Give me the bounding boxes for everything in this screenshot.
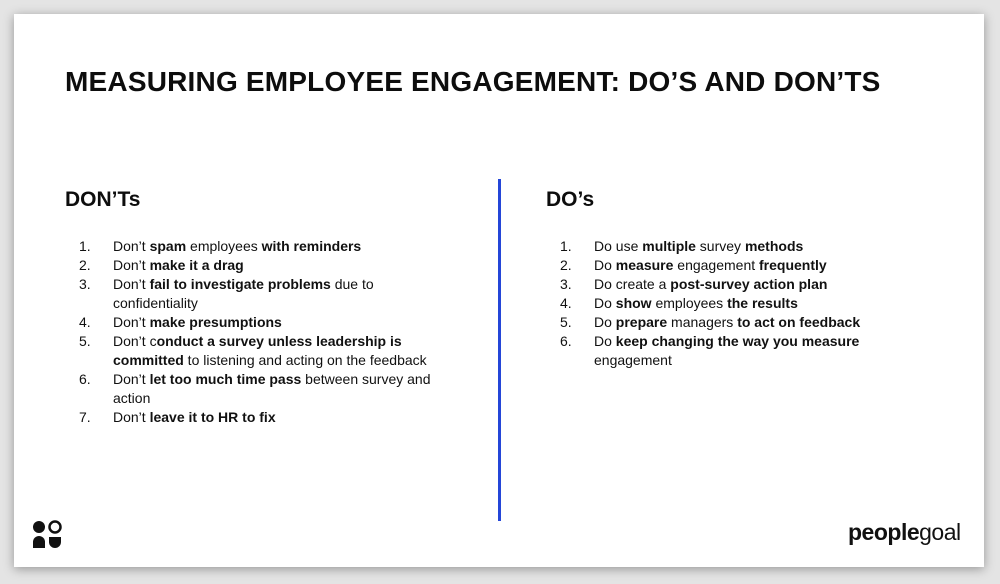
dos-list-item <box>546 256 906 275</box>
donts-list-item <box>65 370 455 408</box>
donts-list-item <box>65 275 455 313</box>
dos-list-item <box>546 237 906 256</box>
list-item-bold-text: multiple <box>642 238 696 254</box>
list-item-text: between survey and action <box>113 371 431 406</box>
list-item-text: Don’t <box>113 238 150 254</box>
donts-heading: DON’Ts <box>65 188 141 211</box>
list-item-text: Do use <box>594 238 643 254</box>
list-item-text: Don’t <box>113 314 150 330</box>
list-item-text: employees <box>651 295 728 311</box>
brand-wordmark <box>848 519 961 546</box>
list-item-bold-text: spam <box>149 238 187 254</box>
list-item-text: Do <box>594 295 616 311</box>
list-item-text: Do <box>594 333 616 349</box>
list-item-text: Don’t c <box>113 333 157 349</box>
list-item-text: Don’t <box>113 257 150 273</box>
list-item-text: managers <box>667 314 738 330</box>
list-item-text: Do <box>594 314 616 330</box>
list-item-number: 4. <box>560 295 572 311</box>
donts-list-item <box>65 256 455 275</box>
list-item-number: 4. <box>79 314 91 330</box>
list-item-bold-text: post-survey action plan <box>670 276 828 292</box>
list-item-bold-text: frequently <box>759 257 827 273</box>
list-item-text: employees <box>186 238 262 254</box>
peoplegoal-logo-icon <box>31 520 63 550</box>
dos-list <box>546 237 906 370</box>
donts-list-item <box>65 408 455 427</box>
list-item-number: 3. <box>79 276 91 292</box>
list-item-number: 3. <box>560 276 572 292</box>
donts-list-item <box>65 237 455 256</box>
list-item-bold-text: measure <box>615 257 674 273</box>
list-item-text: Don’t <box>113 409 150 425</box>
list-item-bold-text: onduct a survey unless leadership is committed <box>113 333 402 368</box>
list-item-text: due to confidentiality <box>113 276 374 311</box>
list-item-text: engagement <box>673 257 760 273</box>
list-item-number: 5. <box>560 314 572 330</box>
column-divider <box>498 179 501 521</box>
list-item-number: 6. <box>79 371 91 387</box>
list-item-number: 6. <box>560 333 572 349</box>
list-item-number: 1. <box>560 238 572 254</box>
dos-list-item <box>546 294 906 313</box>
dos-list-item <box>546 275 906 294</box>
list-item-bold-text: make presumptions <box>149 314 282 330</box>
brand-wordmark-bold: people <box>848 519 920 545</box>
list-item-bold-text: prepare <box>615 314 668 330</box>
list-item-bold-text: fail to investigate problems <box>149 276 331 292</box>
dos-list-item <box>546 332 906 370</box>
list-item-bold-text: make it a drag <box>149 257 244 273</box>
dos-heading: DO’s <box>546 188 595 211</box>
list-item-bold-text: show <box>615 295 652 311</box>
list-item-text: engagement <box>594 352 672 368</box>
list-item-bold-text: keep changing the way you measure <box>615 333 860 349</box>
list-item-number: 5. <box>79 333 91 349</box>
list-item-text: Do create a <box>594 276 671 292</box>
slide-title: MEASURING EMPLOYEE ENGAGEMENT: DO’S AND DON’TS <box>65 66 881 97</box>
brand-wordmark-light: goal <box>919 519 961 545</box>
list-item-bold-text: to act on feedback <box>737 314 861 330</box>
list-item-bold-text: leave it to HR to fix <box>149 409 276 425</box>
list-item-number: 7. <box>79 409 91 425</box>
list-item-bold-text: methods <box>744 238 804 254</box>
dos-list-item <box>546 313 906 332</box>
donts-list-item <box>65 332 455 370</box>
donts-list-item <box>65 313 455 332</box>
list-item-number: 1. <box>79 238 91 254</box>
list-item-bold-text: with reminders <box>261 238 362 254</box>
list-item-bold-text: the results <box>727 295 798 311</box>
list-item-text: Do <box>594 257 616 273</box>
list-item-number: 2. <box>79 257 91 273</box>
list-item-text: Don’t <box>113 371 150 387</box>
slide <box>14 14 984 567</box>
list-item-number: 2. <box>560 257 572 273</box>
list-item-text: survey <box>695 238 745 254</box>
donts-list <box>65 237 455 427</box>
list-item-text: Don’t <box>113 276 150 292</box>
list-item-bold-text: let too much time pass <box>149 371 302 387</box>
list-item-text: to listening and acting on the feedback <box>183 352 427 368</box>
